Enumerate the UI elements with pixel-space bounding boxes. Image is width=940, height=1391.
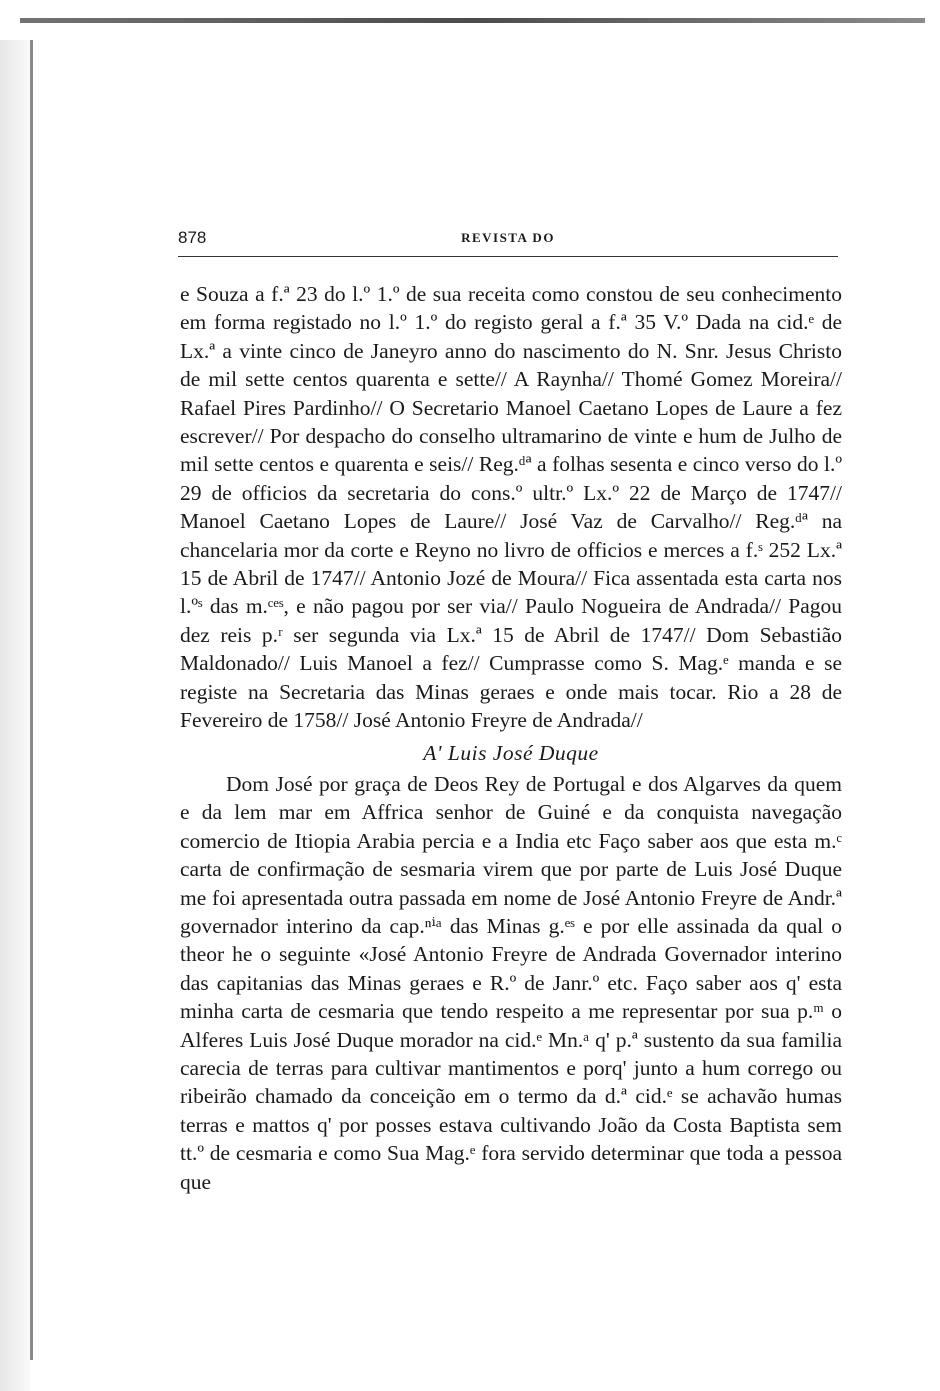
scan-top-edge bbox=[20, 18, 925, 23]
page-number: 878 bbox=[178, 228, 207, 247]
page-header bbox=[178, 228, 838, 252]
header-rule bbox=[178, 256, 838, 257]
scan-left-edge bbox=[30, 40, 33, 1360]
scan-left-shadow bbox=[0, 40, 30, 1391]
paragraph: Dom José por graça de Deos Rey de Portugal e dos Algarves da quem e da lem mar em Affrica senhor de Guiné e da conquista navegação comercio de Itiopia Arabia percia e a India etc Faço saber aos que esta m.ᶜ carta de confirmação de sesmaria virem que por parte de Luis José Duque me foi apresentada outra passada em nome de José Antonio Freyre de Andr.ª governador interino da cap.ⁿⁱᵃ das Minas g.ᵉˢ e por elle assinada da qual o theor he o seguinte «José Antonio Freyre de Andrada Governador interino das capitanias das Minas geraes e R.º de Janr.º etc. Faço saber aos q' esta minha carta de cesmaria que tendo respeito a me representar por sua p.ᵐ o Alferes Luis José Duque morador na cid.ᵉ Mn.ᵃ q' p.ª sustento da sua familia carecia de terras para cultivar mantimentos e porq' junto a hum corrego ou ribeirão chamado da conceição em o termo da d.ª cid.ᵉ se achavão humas terras e mattos q' por posses estava cultivando João da Costa Baptista sem tt.º de cesmaria e como Sua Mag.ᵉ fora servido determinar que toda a pessoa que bbox=[180, 771, 842, 1194]
paragraph-continued: e Souza a f.ª 23 do l.º 1.º de sua receita como constou de seu conhecimento em forma registado no l.º 1.º do registo geral a f.ª 35 V.º Dada na cid.ᵉ de Lx.ª a vinte cinco de Janeyro anno do nascimento do N. Snr. Jesus Christo de mil sette centos quarenta e sette// A Raynha// Thomé Gomez Moreira// Rafael Pires Pardinho// O Secretario Manoel Caetano Lopes de Laure a fez escrever// Por despacho do conselho ultramarino de vinte e hum de Julho de mil sette centos e quarenta e seis// Reg.ᵈª a folhas sesenta e cinco verso do l.º 29 de officios da secretaria do cons.º ultr.º Lx.º 22 de Março de 1747// Manoel Caetano Lopes de Laure// José Vaz de Carvalho// Reg.ᵈª na chancelaria mor da corte e Reyno no livro de officios e merces a f.ˢ 252 Lx.ª 15 de Abril de 1747// Antonio Jozé de Moura// Fica assentada esta carta nos l.ºˢ das m.ᶜᵉˢ, e não pagou por ser via// Paulo Nogueira de Andrada// Pagou dez reis p.ʳ ser segunda via Lx.ª 15 de Abril de 1747// Dom Sebastião Maldonado// Luis Manoel a fez// Cumprasse como S. Mag.ᵉ manda e se registe na Secretaria das Minas geraes e onde mais tocar. Rio a 28 de Fevereiro de 1758// José Antonio Freyre de Andrada// bbox=[180, 282, 842, 733]
running-head: REVISTA DO bbox=[461, 230, 555, 245]
body-text bbox=[180, 280, 842, 1196]
section-heading: A' Luis José Duque bbox=[423, 740, 599, 765]
